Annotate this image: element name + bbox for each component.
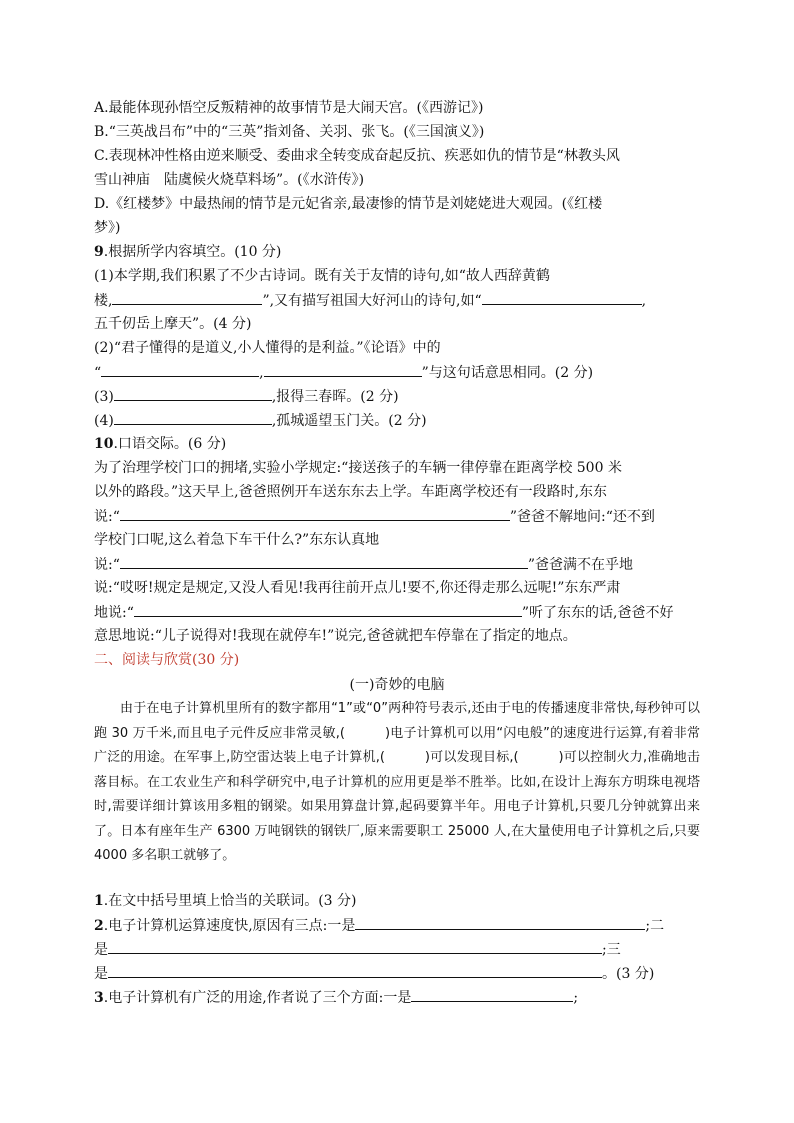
text: ”听了东东的话,爸爸不好 [521, 605, 674, 621]
q10-line8: 意思地说:“儿子说得对!我现在就停车!”说完,爸爸就把车停靠在了指定的地点。 [94, 628, 577, 644]
question-title: .口语交际。(6 分) [113, 436, 227, 452]
q10-line6: 说:“哎呀!规定是规定,又没人看见!我再往前开点儿!要不,你还得走那么远呢!”东东严肃 [94, 580, 621, 596]
reading-q1 [94, 891, 356, 911]
question-number: 9 [94, 244, 104, 260]
q9-part2-line2 [94, 362, 593, 383]
text: ”爸爸满不在乎地 [527, 557, 634, 573]
text: 。(3 分) [602, 966, 655, 982]
text: ;三 [602, 942, 621, 958]
passage-paragraph: 由于在电子计算机里所有的数字都用“1”或“0”两种符号表示,还由于电的传播速度非常快,每秒钟可以跑 30 万千米,而且电子元件反应非常灵敏,( )电子计算机可以用“闪电般”的速度进行运算,有着非常广泛的用途。在军事上,防空雷达装上电子计算机,( )可以发现目标,( )可以控制火力,准确地击落目标。在工农业生产和科学研究中,电子计算机的应用更是举不胜举。比如,在设计上海东方明珠电视塔时,需要详细计算该用多粗的钢梁。如果用算盘计算,起码要算半年。用电子计算机,只要几分钟就算出来了。日本有座年生产 6300 万吨钢铁的钢铁厂,原来需要职工 25000 人,在大量使用电子计算机之后,只要 4000 多名职工就够了。 [94, 701, 700, 863]
text: ;二 [645, 918, 665, 934]
answer-blank[interactable] [101, 362, 259, 377]
question-number: 3 [94, 990, 104, 1006]
q10-line3 [94, 506, 655, 527]
text: ; [573, 990, 579, 1006]
answer-blank[interactable] [108, 939, 602, 954]
q9-part1-line2 [94, 290, 646, 311]
answer-blank[interactable] [120, 506, 510, 521]
answer-blank[interactable] [355, 915, 645, 930]
q9-part3 [94, 386, 399, 407]
text: 地说:“ [94, 605, 134, 621]
text: 说:“ [94, 557, 120, 573]
question-text: .在文中括号里填上恰当的关联词。(3 分) [103, 893, 357, 909]
reading-q3-line1 [94, 987, 578, 1008]
answer-blank[interactable] [114, 386, 272, 401]
option-c-line1: C.表现林冲性格由逆来顺受、委曲求全转变成奋起反抗、疾恶如仇的情节是“林教头风 [94, 148, 620, 164]
question-text: .电子计算机运算速度快,原因有三点:一是 [103, 918, 356, 934]
text: (4) [94, 413, 114, 429]
text: ”,又有描写祖国大好河山的诗句,如“ [262, 293, 482, 309]
answer-blank[interactable] [114, 410, 272, 425]
answer-blank[interactable] [120, 554, 528, 569]
answer-blank[interactable] [411, 987, 573, 1002]
reading-q2-line3 [94, 963, 654, 984]
text: “ [94, 365, 102, 381]
answer-blank[interactable] [108, 963, 602, 978]
text: , [259, 365, 264, 381]
text: 是 [94, 942, 108, 958]
answer-blank[interactable] [264, 362, 422, 377]
text: ”与这句话意思相同。(2 分) [421, 365, 594, 381]
answer-blank[interactable] [134, 602, 522, 617]
question-title: .根据所学内容填空。(10 分) [103, 244, 282, 260]
q10-line2: 以外的路段。”这天早上,爸爸照例开车送东东去上学。车距离学校还有一段路时,东东 [94, 484, 608, 500]
reading-q2-line1 [94, 915, 664, 936]
answer-blank[interactable] [112, 290, 262, 305]
q10-line1: 为了治理学校门口的拥堵,实验小学规定:“接送孩子的车辆一律停靠在距离学校 500 米 [94, 460, 622, 476]
q9-part1-line1: (1)本学期,我们积累了不少古诗词。既有关于友情的诗句,如“故人西辞黄鹤 [94, 268, 550, 284]
text: ”爸爸不解地问:“还不到 [509, 509, 655, 525]
text: 说:“ [94, 509, 120, 525]
option-b: B.“三英战吕布”中的“三英”指刘备、关羽、张飞。(《三国演义》) [94, 124, 485, 140]
passage-title: (一)奇妙的电脑 [349, 677, 445, 693]
text: ,报得三春晖。(2 分) [271, 389, 399, 405]
q10-line7 [94, 602, 673, 623]
question-number: 10 [94, 436, 114, 452]
question-9-heading [94, 242, 281, 262]
option-d-line2: 梦》) [94, 220, 121, 236]
text: (3) [94, 389, 114, 405]
option-d-line1: D.《红楼梦》中最热闹的情节是元妃省亲,最凄惨的情节是刘姥姥进大观园。(《红楼 [94, 196, 603, 212]
q10-line4: 学校门口呢,这么着急下车干什么?”东东认真地 [94, 532, 380, 548]
option-c-line2: 雪山神庙 陆虞候火烧草料场”。(《水浒传》) [94, 172, 365, 188]
text: , [641, 293, 647, 309]
text: 是 [94, 966, 108, 982]
text: 楼, [94, 293, 113, 309]
question-number: 1 [94, 893, 104, 909]
question-10-heading [94, 434, 226, 454]
text: ,孤城遥望玉门关。(2 分) [271, 413, 427, 429]
question-number: 2 [94, 918, 104, 934]
q9-part1-line3: 五千仞岳上摩天”。(4 分) [94, 316, 252, 332]
q9-part2-line1: (2)“君子懂得的是道义,小人懂得的是利益。”《论语》中的 [94, 340, 441, 356]
q10-line5 [94, 554, 633, 575]
q9-part4 [94, 410, 427, 431]
option-a: A.最能体现孙悟空反叛精神的故事情节是大闹天宫。(《西游记》) [94, 100, 484, 116]
section-heading: 二、阅读与欣赏(30 分) [94, 652, 240, 668]
question-text: .电子计算机有广泛的用途,作者说了三个方面:一是 [103, 990, 412, 1006]
passage [94, 697, 700, 869]
reading-q2-line2 [94, 939, 621, 960]
answer-blank[interactable] [482, 290, 642, 305]
